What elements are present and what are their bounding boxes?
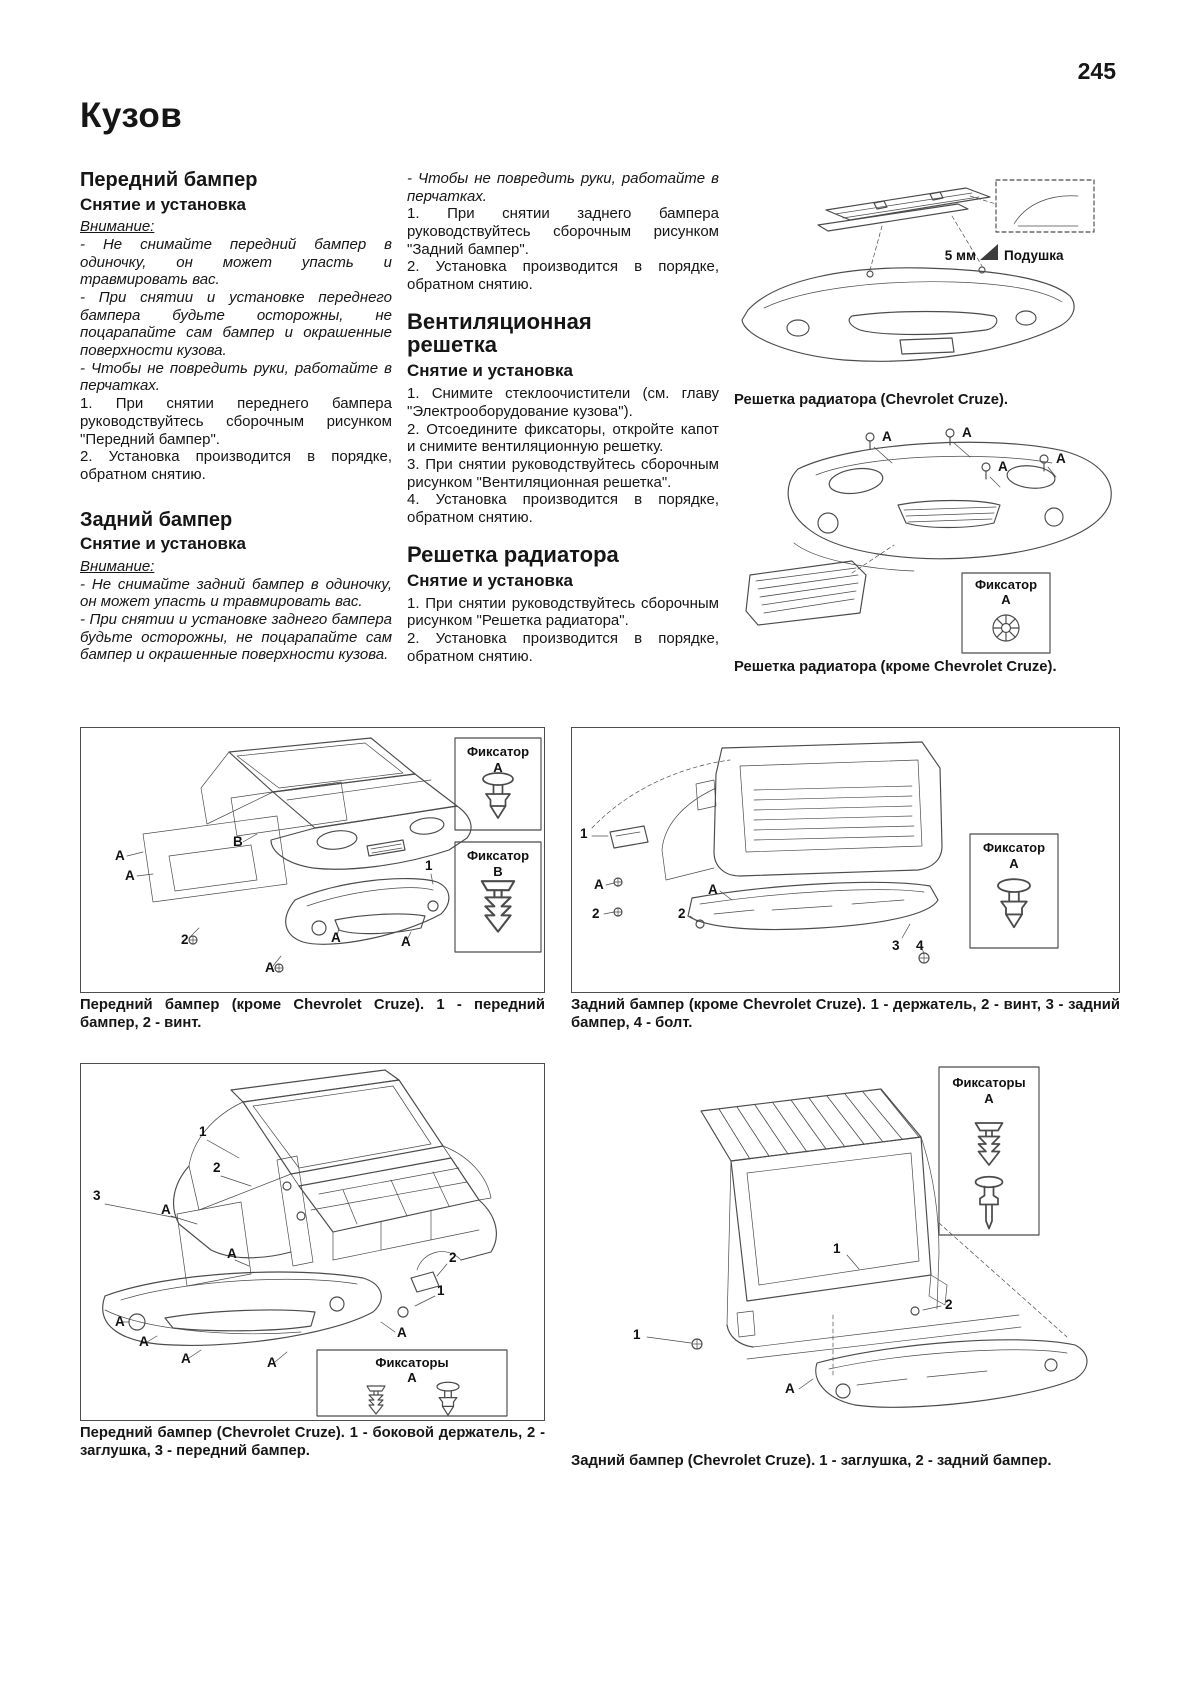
callout-label: А	[267, 1355, 277, 1370]
callout-label: 2	[678, 906, 686, 921]
callout-label: 1	[633, 1327, 641, 1342]
callout-label: А	[115, 1314, 125, 1329]
callout-label: А	[708, 882, 718, 897]
inset-letter: А	[407, 1370, 417, 1385]
step-text: 2. Отсоедините фиксаторы, откройте капот и снимите вентиляционную решетку.	[407, 420, 719, 456]
inset-letter: А	[1001, 592, 1011, 608]
callout-label: А	[1056, 451, 1066, 467]
step-text: 3. При снятии руководствуйтесь сборочным рисунком "Вентиляционная решетка".	[407, 455, 719, 491]
front-bumper-heading: Передний бампер	[80, 169, 258, 191]
inset-title: Фиксатор	[466, 848, 530, 863]
rear-bumper-heading: Задний бампер	[80, 508, 233, 531]
callout-label: 1	[425, 858, 433, 873]
figure-frame	[571, 727, 1120, 993]
callout-label: А	[962, 425, 972, 441]
callout-label: 2	[945, 1297, 953, 1312]
radiator-grille-subheading: Снятие и установка	[407, 570, 573, 590]
callout-label: 2	[592, 906, 600, 921]
inset-title: Фиксатор	[466, 744, 530, 759]
figure-rear-bumper-other	[571, 727, 1120, 1033]
callout-label: А	[181, 1351, 191, 1366]
callout-label: 1	[437, 1283, 445, 1298]
callout-label: А	[139, 1334, 149, 1349]
callout-label: А	[115, 848, 125, 863]
figure-caption: Задний бампер (Chevrolet Cruze). 1 - заглушка, 2 - задний бампер.	[571, 1453, 1052, 1469]
figure-grille-cruze	[734, 170, 1124, 409]
callout-label: А	[401, 934, 411, 949]
attention-label: Внимание:	[80, 218, 155, 236]
step-text: 1. При снятии переднего бампера руководствуйтесь сборочным рисунком "Передний бампер".	[80, 395, 392, 448]
figure-caption: Решетка радиатора (Chevrolet Cruze).	[734, 392, 1008, 408]
inset-letter: А	[1009, 856, 1019, 871]
callout-label: А	[594, 877, 604, 892]
callout-label: 3	[93, 1188, 101, 1203]
page-title: Кузов	[80, 96, 183, 135]
front-bumper-cruze-diagram	[81, 1064, 543, 1420]
figure-row-bottom	[80, 1063, 1120, 1470]
step-text: 2. Установка производится в порядке, обратном снятию.	[407, 630, 719, 665]
rear-bumper-other-diagram	[572, 728, 1118, 992]
attention-label: Внимание:	[80, 557, 155, 575]
column-1	[80, 170, 392, 677]
warning-text: - При снятии и установке переднего бампера будьте осторожны, не поцарапайте сам бампер и окрашенные поверхности кузова.	[80, 289, 392, 360]
text-columns	[80, 170, 1124, 677]
callout-label: А	[125, 868, 135, 883]
inset-title: Фиксатор	[974, 577, 1038, 593]
front-bumper-other-diagram	[81, 728, 543, 992]
figure-frame	[80, 727, 545, 993]
figure-caption: Задний бампер (кроме Chevrolet Cruze). 1 - держатель, 2 - винт, 3 - задний бампер, 4 - болт.	[571, 997, 1120, 1032]
figure-front-bumper-other	[80, 727, 545, 1033]
figure-grille-other	[734, 423, 1124, 676]
warning-text: - Чтобы не повредить руки, работайте в перчатках.	[407, 170, 719, 205]
inset-letter: В	[493, 864, 503, 879]
rear-bumper-cruze-diagram	[571, 1063, 1120, 1449]
callout-label: 2	[213, 1160, 221, 1175]
fastener-inset-b	[455, 842, 541, 952]
figure-row-middle	[80, 727, 1120, 1033]
step-text: 4. Установка производится в порядке, обратном снятию.	[407, 491, 719, 526]
vent-grille-subheading: Снятие и установка	[407, 361, 573, 381]
callout-label: А	[331, 930, 341, 945]
callout-label: 1	[833, 1241, 841, 1256]
step-text: 1. При снятии заднего бампера руководствуйтесь сборочным рисунком "Задний бампер".	[407, 205, 719, 258]
warning-text: - Не снимайте передний бампер в одиночку, он может упасть и травмировать вас.	[80, 235, 392, 289]
figure-frame	[80, 1063, 545, 1421]
step-text: 1. При снятии руководствуйтесь сборочным рисунком "Решетка радиатора".	[407, 594, 719, 630]
callout-label: 2	[449, 1250, 457, 1265]
step-text: 1. Снимите стеклоочистители (см. главу "Электрооборудование кузова").	[407, 385, 719, 420]
inset-title: Фиксаторы	[375, 1355, 449, 1370]
fasteners-inset	[317, 1350, 507, 1416]
warning-text: - При снятии и установке заднего бампера будьте осторожны, не поцарапайте сам бампер и окрашенные поверхности кузова.	[80, 610, 392, 664]
callout-label: А	[998, 459, 1008, 475]
fasteners-inset	[939, 1067, 1039, 1235]
callout-label: 1	[199, 1124, 207, 1139]
cushion-label: Подушка	[1004, 248, 1064, 263]
callout-label: 4	[916, 938, 924, 953]
callout-label: А	[882, 429, 892, 445]
callout-label: 3	[892, 938, 900, 953]
column-3	[734, 170, 1124, 677]
warning-text: - Не снимайте задний бампер в одиночку, он может упасть и травмировать вас.	[80, 575, 392, 611]
inset-letter: А	[493, 760, 503, 775]
figure-caption: Передний бампер (Chevrolet Cruze). 1 - боковой держатель, 2 - заглушка, 3 - передний бампер.	[80, 1425, 545, 1460]
rear-bumper-subheading: Снятие и установка	[80, 534, 246, 554]
gap-label: 5 мм	[944, 248, 976, 263]
radiator-grille-heading: Решетка радиатора	[407, 541, 619, 567]
column-2	[407, 170, 719, 677]
inset-title: Фиксатор	[982, 840, 1046, 855]
callout-label: А	[161, 1202, 171, 1217]
figure-caption: Решетка радиатора (кроме Chevrolet Cruze).	[734, 659, 1057, 676]
grille-cruze-diagram	[734, 170, 1124, 388]
inset-letter: А	[984, 1091, 994, 1106]
callout-label: В	[233, 834, 243, 849]
step-text: 2. Установка производится в порядке, обратном снятию.	[80, 448, 392, 483]
front-bumper-subheading: Снятие и установка	[80, 194, 246, 214]
grille-other-diagram	[734, 423, 1124, 655]
warning-text: - Чтобы не повредить руки, работайте в перчатках.	[80, 359, 392, 395]
figure-front-bumper-cruze	[80, 1063, 545, 1461]
callout-label: А	[785, 1381, 795, 1396]
callout-label: А	[397, 1325, 407, 1340]
fastener-inset	[962, 573, 1050, 653]
callout-label: 2	[181, 932, 189, 947]
fastener-inset	[970, 834, 1058, 948]
callout-label: А	[265, 960, 275, 975]
step-text: 2. Установка производится в порядке, обратном снятию.	[407, 258, 719, 294]
callout-label: А	[227, 1246, 237, 1261]
vent-grille-heading: Вентиляционная решетка	[407, 308, 592, 358]
figure-rear-bumper-cruze	[571, 1063, 1120, 1470]
figure-caption: Передний бампер (кроме Chevrolet Cruze). 1 - передний бампер, 2 - винт.	[80, 997, 545, 1032]
inset-title: Фиксаторы	[952, 1075, 1026, 1090]
callout-label: 1	[580, 826, 588, 841]
page-number: 245	[1077, 58, 1116, 84]
